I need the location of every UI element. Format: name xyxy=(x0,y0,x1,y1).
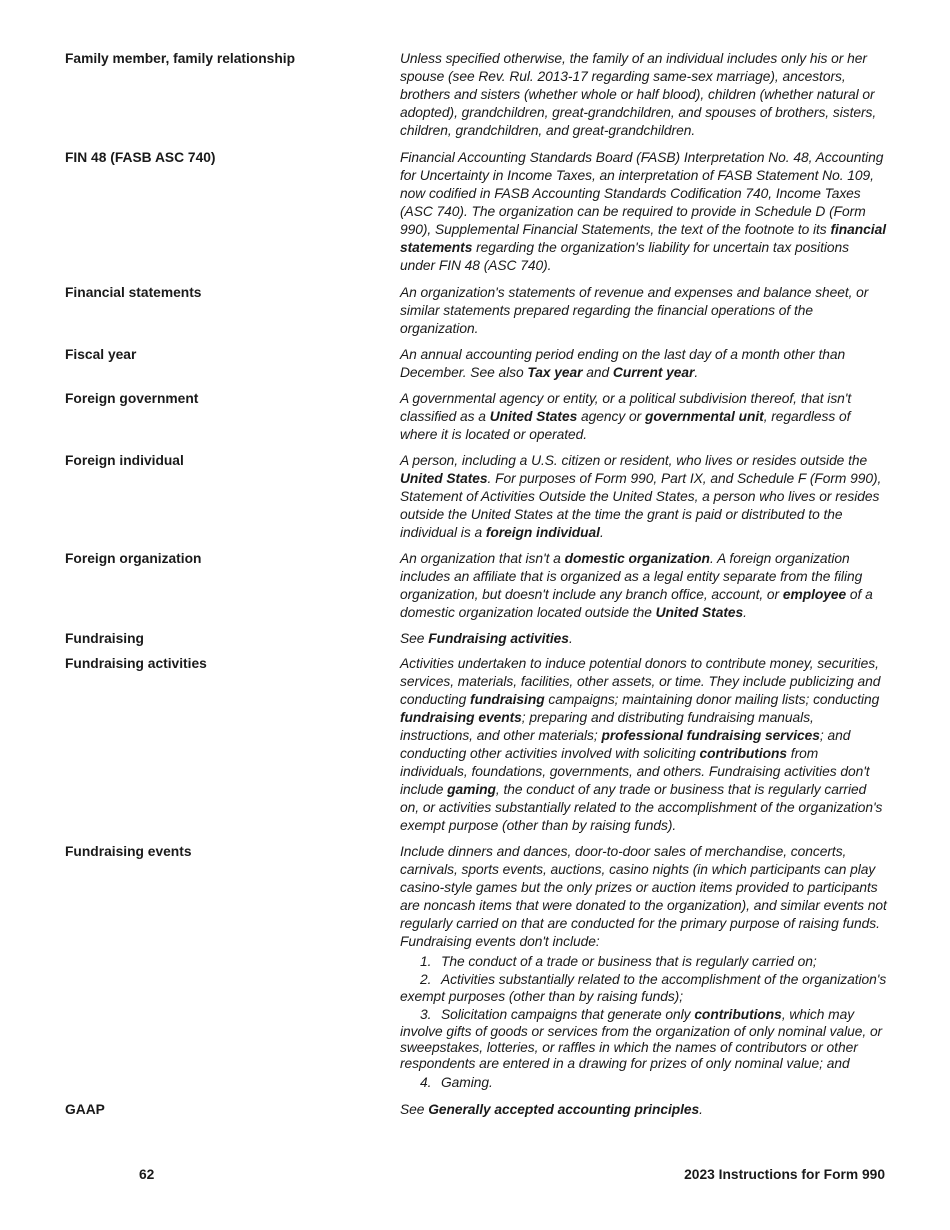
cross-reference-term: Current year xyxy=(612,365,695,380)
definition-text: A person, including a U.S. citizen or resident, who lives or resides outside the xyxy=(400,453,868,468)
definition-text: See xyxy=(400,631,429,646)
glossary-definition xyxy=(400,1101,887,1119)
list-item-number: 4. xyxy=(420,1074,432,1090)
definition-paragraph xyxy=(400,655,887,835)
definition-text: agency or xyxy=(577,409,645,424)
list-item xyxy=(400,972,887,1005)
definition-text: Activities substantially related to the accomplishment of the organization's exempt purposes (other than by raising funds); xyxy=(400,972,887,1004)
definition-paragraph xyxy=(400,390,887,444)
glossary-entry-foreign-government xyxy=(65,390,887,444)
glossary-entry-family-member-family-relationship xyxy=(65,50,887,140)
definition-text: . A foreign organization includes an affiliate that is organized as a legal entity separate from the filing organization, but doesn't include any branch office, account, or xyxy=(400,551,863,602)
glossary-list xyxy=(65,50,887,1119)
definition-paragraph xyxy=(400,1101,887,1119)
definition-text: regarding the organization's liability for uncertain tax positions under FIN 48 (ASC 740). xyxy=(400,240,849,273)
cross-reference-term: United States xyxy=(400,471,488,486)
cross-reference-term: gaming xyxy=(447,782,496,797)
glossary-entry-fundraising-events xyxy=(65,843,887,1093)
definition-text: A governmental agency or entity, or a political subdivision thereof, that isn't classified as a xyxy=(400,391,852,424)
definition-paragraph xyxy=(400,284,887,338)
cross-reference-term: fundraising events xyxy=(400,710,522,725)
glossary-term: Foreign government xyxy=(65,391,199,406)
glossary-definition xyxy=(400,843,887,1093)
definition-text: Include dinners and dances, door-to-door sales of merchandise, concerts, carnivals, sports events, auctions, casino nights (in which participants can play casino-style games but the only prizes or auction items provided to participants are noncash items that were donated to the organization), and similar events not regularly carried on that are conducted for the primary purpose of raising funds. Fundraising events don't include: xyxy=(400,844,887,949)
definition-text: See xyxy=(400,1102,429,1118)
cross-reference-term: United States xyxy=(489,409,578,424)
definition-text: Activities undertaken to induce potential donors to contribute money, securities, services, materials, facilities, other assets, or time. They include publicizing and conducting xyxy=(400,656,881,707)
list-item-number: 1. xyxy=(420,954,432,969)
glossary-entry-foreign-individual xyxy=(65,452,887,542)
cross-reference-term: financial statements xyxy=(400,222,886,255)
glossary-term: FIN 48 (FASB ASC 740) xyxy=(65,150,216,165)
page-number: 62 xyxy=(139,1167,155,1182)
definition-text: from individuals, foundations, governments, and others. Fundraising activities don't include xyxy=(400,746,870,797)
glossary-term: Financial statements xyxy=(65,285,202,300)
cross-reference-term: contributions xyxy=(699,746,788,761)
glossary-definition xyxy=(400,630,887,648)
cross-reference-term: governmental unit xyxy=(644,409,764,424)
definition-text: ; preparing and distributing fundraising manuals, instructions, and other materials; xyxy=(400,710,814,743)
glossary-definition xyxy=(400,390,887,444)
glossary-definition xyxy=(400,50,887,140)
glossary-definition xyxy=(400,346,887,382)
definition-paragraph xyxy=(400,550,887,622)
glossary-definition xyxy=(400,284,887,338)
definition-text: An organization that isn't a xyxy=(400,551,565,566)
glossary-term: Fundraising activities xyxy=(65,656,207,671)
definition-paragraph xyxy=(400,346,887,382)
glossary-definition xyxy=(400,550,887,622)
cross-reference-term: fundraising xyxy=(470,692,545,707)
definition-text: Solicitation campaigns that generate only xyxy=(441,1007,695,1023)
footer-form-title: 2023 Instructions for Form 990 xyxy=(684,1167,885,1182)
list-item-number: 3. xyxy=(420,1007,432,1023)
definition-paragraph xyxy=(400,452,887,542)
list-item xyxy=(400,1007,887,1073)
list-item xyxy=(400,1075,887,1091)
glossary-entry-fiscal-year xyxy=(65,346,887,382)
definition-text: Unless specified otherwise, the family of an individual includes only his or her spouse (see Rev. Rul. 2013-17 regarding same-sex marriage), ancestors, brothers and sisters (whether whole or half blood), children (whether natural or adopted), grandchildren, great-grandchildren, and spouses of brothers, sisters, children, grandchildren, and great-grandchildren. xyxy=(400,51,877,138)
cross-reference-term: Fundraising activities xyxy=(428,631,569,646)
glossary-term: Fundraising xyxy=(65,631,144,646)
cross-reference-term: foreign individual xyxy=(485,525,600,540)
cross-reference-term: United States xyxy=(655,605,744,620)
glossary-entry-fin-48-fasb-asc-740 xyxy=(65,149,887,275)
cross-reference-term: Generally accepted accounting principles xyxy=(428,1102,700,1118)
definition-text: campaigns; maintaining donor mailing lists; conducting xyxy=(544,692,880,707)
definition-text: . xyxy=(568,631,573,646)
glossary-entry-fundraising xyxy=(65,630,887,648)
cross-reference-term: Tax year xyxy=(527,365,583,380)
cross-reference-term: employee xyxy=(782,587,847,602)
definition-text: , regardless of where it is located or operated. xyxy=(400,409,851,442)
definition-text: The conduct of a trade or business that is regularly carried on; xyxy=(441,954,817,969)
glossary-entry-financial-statements xyxy=(65,284,887,338)
glossary-term: Fiscal year xyxy=(65,347,137,362)
glossary-entry-gaap xyxy=(65,1101,887,1119)
definition-text: . xyxy=(743,605,747,620)
glossary-term: Foreign individual xyxy=(65,453,184,468)
definition-text: , which may involve gifts of goods or services from the organization of only nominal value, or sweepstakes, lotteries, or raffles in which the names of contributors or other respondents are entered in a drawing for prizes of only nominal value; and xyxy=(400,1007,883,1072)
list-item xyxy=(400,954,887,970)
glossary-entry-foreign-organization xyxy=(65,550,887,622)
cross-reference-term: contributions xyxy=(694,1007,782,1023)
cross-reference-term: domestic organization xyxy=(564,551,710,566)
definition-paragraph xyxy=(400,50,887,140)
definition-text: Gaming. xyxy=(441,1074,493,1090)
glossary-term: Foreign organization xyxy=(65,551,202,566)
definition-text: . xyxy=(694,365,699,380)
glossary-definition xyxy=(400,149,887,275)
definition-text: and xyxy=(582,365,613,380)
glossary-term: Fundraising events xyxy=(65,844,192,859)
definition-text: ; and conducting other activities involved with soliciting xyxy=(400,728,851,761)
glossary-definition xyxy=(400,655,887,835)
definition-text: . xyxy=(599,525,604,540)
definition-paragraph xyxy=(400,149,887,275)
glossary-term: Family member, family relationship xyxy=(65,51,296,66)
exclusion-list xyxy=(400,954,887,1091)
list-item-number: 2. xyxy=(420,972,432,988)
glossary-entry-fundraising-activities xyxy=(65,655,887,835)
definition-text: An organization's statements of revenue and expenses and balance sheet, or similar statements prepared regarding the financial operations of the organization. xyxy=(400,285,869,336)
cross-reference-term: professional fundraising services xyxy=(601,728,820,743)
definition-paragraph xyxy=(400,630,887,648)
glossary-term: GAAP xyxy=(65,1102,105,1118)
glossary-definition xyxy=(400,452,887,542)
definition-text: Financial Accounting Standards Board (FASB) Interpretation No. 48, Accounting for Uncertainty in Income Taxes, an interpretation of FASB Statement No. 109, now codified in FASB Accounting Standards Codification 740, Income Taxes (ASC 740). The organization can be required to provide in Schedule D (Form 990), Supplemental Financial Statements, the text of the footnote to its xyxy=(400,150,884,237)
definition-text: . For purposes of Form 990, Part IX, and Schedule F (Form 990), Statement of Activities Outside the United States, a person who lives or resides outside the United States at the time the grant is paid or distributed to the individual is a xyxy=(400,471,882,540)
definition-paragraph xyxy=(400,843,887,951)
definition-text: , the conduct of any trade or business that is regularly carried on, or activities substantially related to the accomplishment of the organization's exempt purpose (other than by raising funds). xyxy=(400,782,883,833)
definition-text: of a domestic organization located outside the xyxy=(400,587,873,620)
definition-text: . xyxy=(699,1102,703,1118)
definition-text: An annual accounting period ending on the last day of a month other than December. See also xyxy=(400,347,846,380)
